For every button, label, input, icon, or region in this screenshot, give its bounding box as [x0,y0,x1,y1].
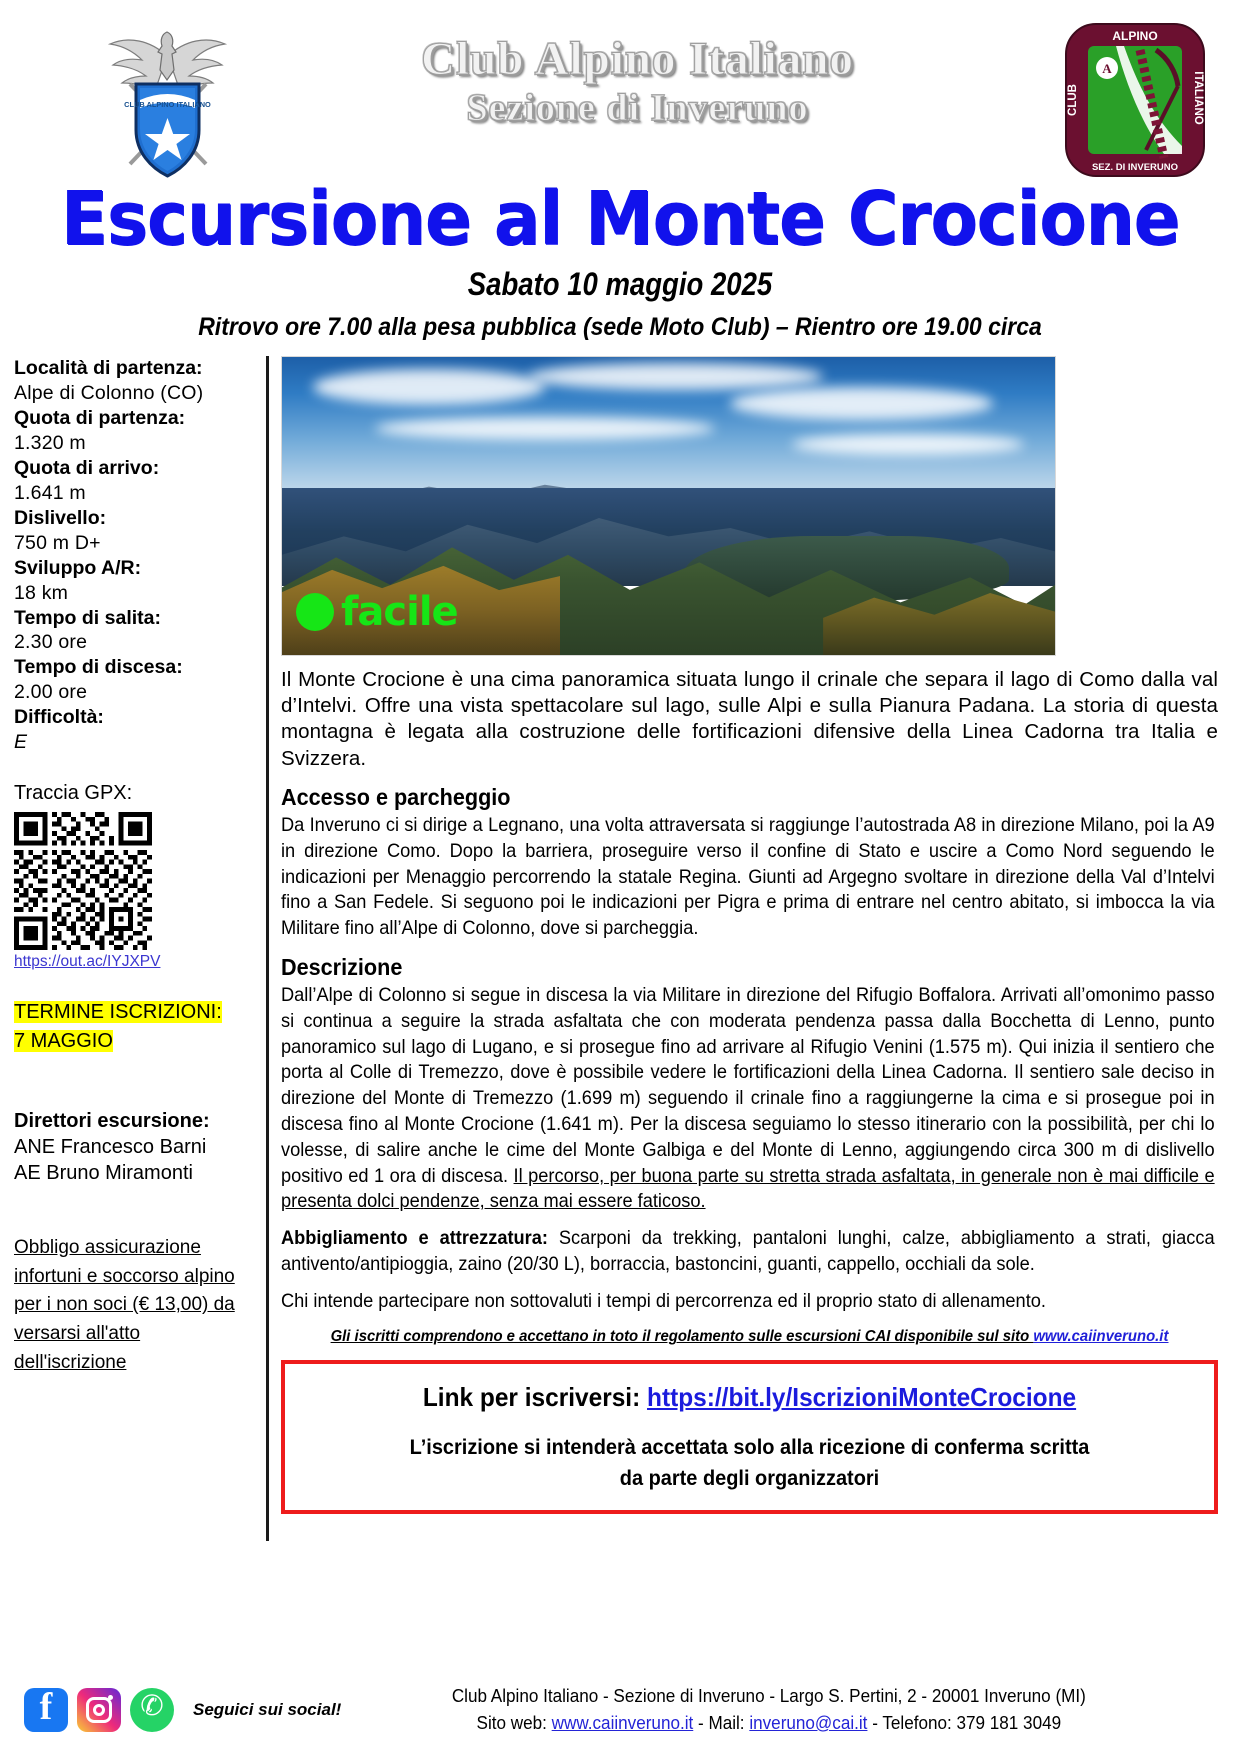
spec-item [14,456,256,506]
directors-title: Direttori escursione: [14,1109,210,1132]
poster-footer [0,1683,1240,1755]
phone-prefix: - Telefono: [867,1713,957,1733]
description-underlined: Il percorso, per buona parte su stretta strada asfaltata, in generale non è mai difficile e presenta dolci pendenze, senza mai essere faticoso. [281,1164,1215,1213]
spec-label: Difficoltà: [14,706,104,729]
deadline-line-2: 7 MAGGIO [14,1029,113,1052]
poster-body [0,356,1240,1546]
gear-text: Scarponi da trekking, pantaloni lunghi, calze, abbigliamento a strati, giacca antivento/antipioggia, zaino (20/30 L), borraccia, bastoncini, guanti, cappello, occhiali da sole. [281,1227,1215,1275]
website-link[interactable]: www.caiinveruno.it [551,1713,694,1733]
details-sidebar [14,356,266,1546]
spec-value: 18 km [14,581,69,604]
column-divider [266,356,269,1541]
insurance-notice: Obbligo assicurazione infortuni e soccorso alpino per i non soci (€ 13,00) da versarsi all'atto dell'iscrizione [14,1236,235,1374]
section-logo-icon [1060,20,1210,180]
poster-header [0,0,1240,178]
spec-value: 2.30 ore [14,631,88,654]
page-title: Escursione al Monte Crocione [60,176,1180,262]
section-logo-top: ALPINO [1112,29,1158,43]
footer-contacts [363,1710,1175,1737]
deadline-line-1: TERMINE ISCRIZIONI: [14,1000,222,1023]
photo-cloud [313,369,545,405]
section-logo-left: CLUB [1067,84,1079,116]
access-paragraph: Da Inveruno ci si dirige a Legnano, una volta attraversata si raggiunge l’autostrada A8 in direzione Milano, poi la A9 in direzione Como. Dopo la barriera, proseguire verso il confine di Stato e uscire a Como Nord seguendo le indicazioni per Menaggio percorrendo la statale Regina. Giunti ad Argegno svoltare in direzione della Val d’Intelvi fino a San Fedele. Si seguono poi le indicazioni per Pigra e prima di entrare nel centro abitato, si imbocca la via Militare fino all’Alpe di Colonno, dove si parcheggia. [281,813,1215,940]
registration-link-row [322,1382,1176,1413]
spec-item [14,655,256,705]
instagram-dot [108,1695,113,1700]
intro-paragraph: Il Monte Crocione è una cima panoramica situata lungo il crinale che separa il lago di Como dalla val d’Intelvi. Offre una vista spettacolare sul lago, sulle Alpi e sulla Pianura Padana. La storia di questa montagna è legata alla costruzione delle fortificazioni difensive della Linea Cadorna tra Italia e Svizzera. [281,668,1218,770]
spec-label: Sviluppo A/R: [14,556,142,579]
regulation-link[interactable]: www.caiinveruno.it [1033,1328,1169,1346]
spec-value: 1.641 m [14,481,86,504]
spec-label: Tempo di salita: [14,606,161,629]
spec-item [14,506,256,556]
excursion-directors [14,1108,256,1186]
social-links [24,1688,341,1732]
cai-emblem-icon [100,22,235,182]
social-caption: Seguici sui social! [193,1700,342,1719]
director-name: AE Bruno Miramonti [14,1161,193,1184]
description-heading: Descrizione [281,953,403,980]
spec-item [14,606,256,656]
spec-item [14,705,256,755]
regulation-text: Gli iscritti comprendono e accettano in toto il regolamento sulle escursioni CAI disponibile sul sito [330,1328,1034,1346]
difficulty-dot-icon [296,593,334,631]
registration-link-label: Link per iscriversi: [422,1382,648,1413]
regulation-note [314,1328,1185,1346]
spec-value: 2.00 ore [14,681,88,704]
org-section: Sezione di Inveruno [466,87,809,129]
registration-link[interactable]: https://bit.ly/IscrizioniMonteCrocione [647,1382,1077,1413]
access-heading: Accesso e parcheggio [281,783,511,810]
org-name: Club Alpino Italiano [421,33,854,85]
mail-prefix: - Mail: [693,1713,750,1733]
gear-paragraph [281,1226,1215,1278]
footer-address: Club Alpino Italiano - Sezione di Inveruno - Largo S. Pertini, 2 - 20001 Inveruno (MI) [452,1686,1087,1706]
spec-item [14,356,256,406]
website-prefix: Sito web: [476,1713,552,1733]
spec-label: Quota di partenza: [14,406,186,429]
difficulty-badge [296,589,458,635]
panorama-photo [281,356,1056,656]
photo-cloud [730,387,993,420]
instagram-icon[interactable] [77,1688,121,1732]
registration-note-line-1: L’iscrizione si intenderà accettata solo alla ricezione di conferma scritta [409,1436,1090,1460]
spec-value: E [14,731,28,754]
description-text: Dall’Alpe di Colonno si segue in discesa la via Militare in direzione del Rifugio Boffalora. Arrivati all’omonimo passo si continua a seguire la strada asfaltata che con moderata pendenza passa dalla Bocchetta di Lenno, punto panoramico sul lago di Lugano, e si prosegue fino ad arrivare al Rifugio Venini (1.575 m). Qui inizia il sentiero che porta al Colle di Tremezzo, dove è possibile vedere le fortificazioni della Linea Cadorna. Il sentiero sale deciso in direzione del Monte di Tremezzo (1.699 m) seguendo il crinale fino a raggiungerne la cima e si prosegue poi in discesa fino al Monte Crocione (1.641 m). Per la discesa seguiamo lo stesso itinerario con la possibilità, per chi lo volesse, di salire anche le cime del Monte Galbiga e del Monte di Lenno, aggiungendo circa 300 m di dislivello positivo ed 1 ora di discesa. [281,983,1215,1187]
spec-value: 1.320 m [14,431,86,454]
section-logo-bottom: SEZ. DI INVERUNO [1091,162,1179,173]
registration-note-line-2: da parte degli organizzatori [619,1466,880,1490]
spec-value: 750 m D+ [14,531,101,554]
phone-number: 379 181 3049 [956,1713,1062,1733]
difficulty-label: facile [341,589,458,635]
whatsapp-icon[interactable] [130,1688,174,1732]
gpx-label: Traccia GPX: [14,782,133,805]
main-column [281,356,1218,1546]
spec-label: Tempo di discesa: [14,656,183,679]
instagram-lens [93,1704,105,1716]
section-logo-right: ITALIANO [1192,71,1204,125]
photo-cloud [529,363,823,390]
spec-value: Alpe di Colonno (CO) [14,381,204,404]
footer-contact-info [363,1683,1194,1737]
email-link[interactable]: inveruno@cai.it [749,1713,868,1733]
spec-label: Quota di arrivo: [14,456,160,479]
director-name: ANE Francesco Barni [14,1135,207,1158]
spec-item [14,406,256,456]
spec-label: Località di partenza: [14,357,203,379]
meeting-info: Ritrovo ore 7.00 alla pesa pubblica (sede Moto Club) – Rientro ore 19.00 circa [198,313,1042,341]
registration-box [281,1360,1218,1514]
gpx-qr-code[interactable] [14,812,152,950]
registration-note [318,1433,1182,1494]
spec-item [14,556,256,606]
registration-deadline [14,998,256,1056]
gpx-link[interactable]: https://out.ac/IYJXPV [14,952,161,970]
gear-label: Abbigliamento e attrezzatura: [281,1227,548,1250]
spec-label: Dislivello: [14,506,107,529]
event-date: Sabato 10 maggio 2025 [467,266,773,302]
svg-text:A: A [1102,61,1112,76]
warning-paragraph: Chi intende partecipare non sottovaluti i tempi di percorrenza ed il proprio stato di allenamento. [281,1289,1046,1312]
facebook-icon[interactable] [24,1688,68,1732]
organization-titles [235,8,1060,127]
svg-text:CLUB ALPINO ITALIANO: CLUB ALPINO ITALIANO [124,100,211,109]
description-paragraph [281,983,1215,1215]
